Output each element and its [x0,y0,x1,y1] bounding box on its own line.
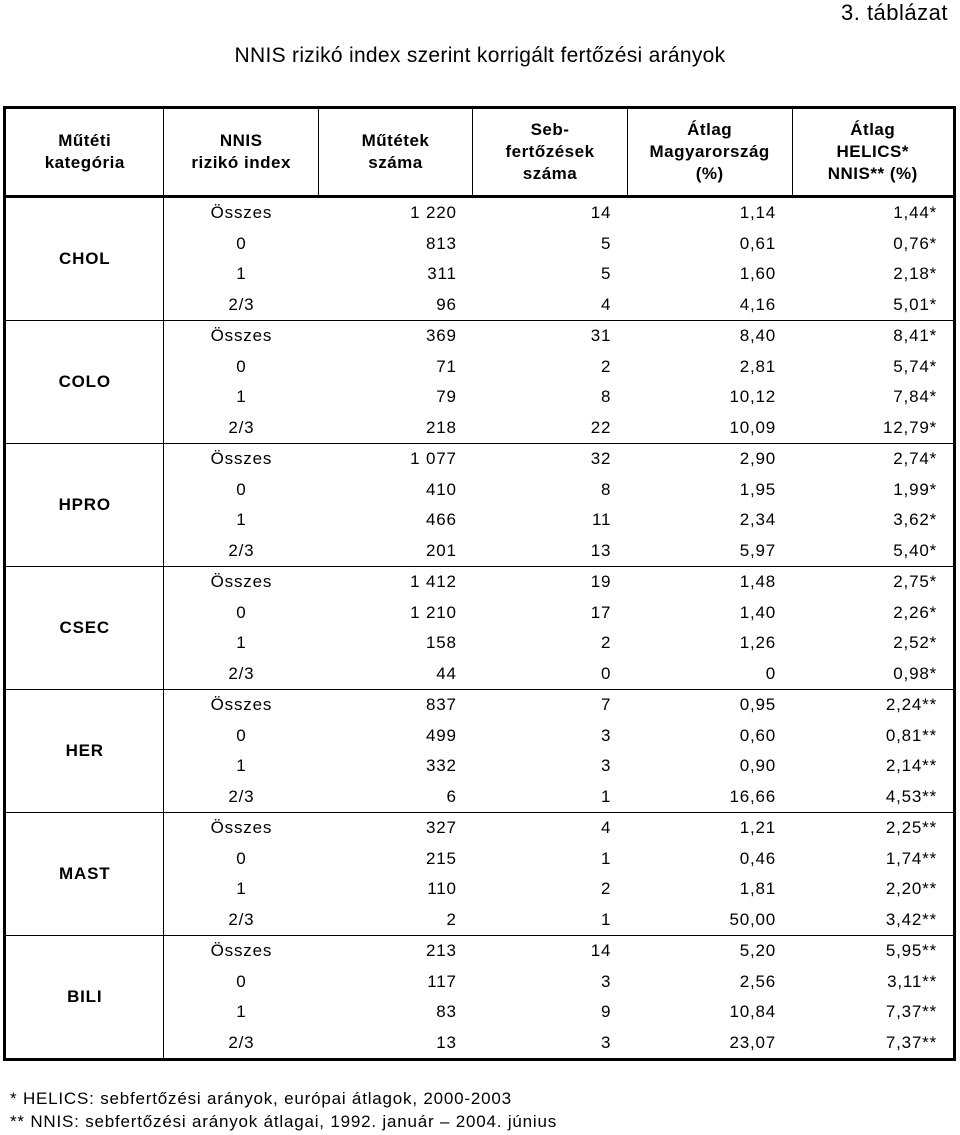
table-body [5,197,955,1060]
footnote-nnis: ** NNIS: sebfertőzési arányok átlagai, 1992. január – 2004. június [10,1112,558,1131]
value-cell: 9 [601,1002,612,1022]
value-cell: 19 [590,572,612,592]
value-cell: 466 [425,510,457,530]
risk-index-cell: Összes [210,203,273,223]
value-cell: 7,37** [885,1032,937,1052]
table-row [5,935,955,966]
value-cell: 6 [318,781,472,812]
value-cell: 2,34 [739,510,777,530]
value-cell: 5 [601,264,612,284]
header-cell: Átlag Magyarország (%) [627,108,792,197]
risk-index-cell: 0 [236,479,247,499]
value-cell: 5,95** [885,941,937,961]
category-cell: HPRO [5,443,164,566]
value-cell: 158 [425,633,457,653]
value-cell: 4,53** [792,781,954,812]
value-cell: 813 [425,233,457,253]
value-cell: 1,48 [739,572,777,592]
value-cell: 8,41* [893,326,937,346]
value-cell: 8 [601,387,612,407]
value-cell: 5,74* [893,356,937,376]
value-cell: 5,97 [627,535,792,566]
footnotes [10,1087,557,1133]
value-cell: 2 [601,879,612,899]
risk-index-cell: 1 [236,510,247,530]
risk-index-cell: 2/3 [164,658,318,689]
risk-index-cell: Összes [210,941,273,961]
table-row [5,443,955,474]
value-cell: 2,56 [739,971,777,991]
table-row [5,320,955,351]
value-cell: 410 [425,479,457,499]
value-cell: 4 [601,818,612,838]
value-cell: 0,76* [893,233,937,253]
value-cell: 31 [590,326,612,346]
risk-index-cell: 0 [236,971,247,991]
header-cell: Átlag HELICS* NNIS** (%) [792,108,954,197]
value-cell: 332 [425,756,457,776]
category-cell: CHOL [5,197,164,321]
value-cell: 2,18* [893,264,937,284]
value-cell: 311 [427,264,457,284]
value-cell: 16,66 [627,781,792,812]
value-cell: 2,26* [893,602,937,622]
value-cell: 215 [425,848,457,868]
infection-rate-table [3,106,956,1061]
value-cell: 10,84 [729,1002,777,1022]
value-cell: 5,40* [792,535,954,566]
header-row [5,108,955,197]
header-cell: Seb- fertőzések száma [473,108,628,197]
category-cell: HER [5,689,164,812]
risk-index-cell: Összes [210,449,273,469]
value-cell: 79 [436,387,457,407]
value-cell: 7 [601,695,612,715]
risk-index-cell: 0 [236,725,247,745]
value-cell: 1,99* [893,479,937,499]
risk-index-cell: 2/3 [164,412,318,443]
category-cell: COLO [5,320,164,443]
value-cell: 7,84* [893,387,937,407]
risk-index-cell: 1 [236,633,247,653]
table-title: NNIS rizikó index szerint korrigált fertőzési arányok [234,44,726,67]
value-cell: 499 [425,725,457,745]
value-cell: 3,62* [893,510,937,530]
value-cell: 3 [601,756,612,776]
value-cell: 0 [473,658,628,689]
value-cell: 7,37** [885,1002,937,1022]
value-cell: 369 [425,326,457,346]
value-cell: 13 [436,1032,457,1052]
footnote-helics: * HELICS: sebfertőzési arányok, európai átlagok, 2000-2003 [10,1089,512,1108]
value-cell: 1,21 [739,818,777,838]
value-cell: 32 [590,449,612,469]
value-cell: 5,20 [739,941,777,961]
risk-index-cell: 2/3 [164,781,318,812]
risk-index-cell: 1 [236,879,247,899]
value-cell: 1,81 [739,879,777,899]
value-cell: 213 [425,941,457,961]
value-cell: 2,24** [885,695,937,715]
header-cell: Műtéti kategória [5,108,164,197]
value-cell: 0,81** [885,725,937,745]
value-cell: 2,74* [893,449,937,469]
value-cell: 96 [318,289,472,320]
risk-index-cell: 2/3 [164,535,318,566]
value-cell: 22 [473,412,628,443]
risk-index-cell: 0 [236,356,247,376]
value-cell: 0,95 [739,695,777,715]
value-cell: 3,11** [887,971,937,991]
category-cell: BILI [5,935,164,1059]
value-cell: 2,75* [893,572,937,592]
value-cell: 1 210 [410,602,457,622]
value-cell: 1,74** [885,848,937,868]
risk-index-cell: 2/3 [164,289,318,320]
value-cell: 13 [473,535,628,566]
table-row [5,812,955,843]
risk-index-cell: 1 [236,387,247,407]
value-cell: 0,98* [792,658,954,689]
value-cell: 44 [318,658,472,689]
value-cell: 0,46 [739,848,777,868]
risk-index-cell: Összes [210,695,273,715]
value-cell: 218 [318,412,472,443]
risk-index-cell: 0 [236,848,247,868]
value-cell: 0,60 [739,725,777,745]
value-cell: 1 220 [410,203,457,223]
value-cell: 117 [427,971,457,991]
risk-index-cell: 1 [236,1002,247,1022]
category-cell: MAST [5,812,164,935]
value-cell: 1,14 [739,203,777,223]
value-cell: 2,25** [885,818,937,838]
value-cell: 1 077 [410,449,457,469]
value-cell: 3 [601,971,612,991]
risk-index-cell: 0 [236,233,247,253]
table-row [5,566,955,597]
value-cell: 2 [318,904,472,935]
value-cell: 3 [601,1032,612,1052]
value-cell: 1 [473,904,628,935]
value-cell: 83 [436,1002,457,1022]
value-cell: 0 [627,658,792,689]
value-cell: 837 [425,695,457,715]
value-cell: 17 [590,602,612,622]
risk-index-cell: Összes [210,818,273,838]
value-cell: 2,14** [885,756,937,776]
risk-index-cell: 2/3 [164,904,318,935]
value-cell: 2 [601,633,612,653]
value-cell: 0,61 [739,233,777,253]
value-cell: 2,81 [739,356,777,376]
value-cell: 5,01* [792,289,954,320]
table-number-label: 3. táblázat [840,0,948,25]
value-cell: 1 [601,848,612,868]
value-cell: 3 [601,725,612,745]
value-cell: 4,16 [627,289,792,320]
value-cell: 50,00 [627,904,792,935]
table-row [5,689,955,720]
value-cell: 1,95 [739,479,777,499]
value-cell: 23,07 [729,1032,777,1052]
value-cell: 2,20** [885,879,937,899]
value-cell: 1 [473,781,628,812]
value-cell: 3,42** [792,904,954,935]
risk-index-cell: 2/3 [228,1032,255,1052]
value-cell: 14 [590,941,612,961]
value-cell: 2,90 [739,449,777,469]
risk-index-cell: 0 [236,602,247,622]
value-cell: 10,09 [627,412,792,443]
header-cell: Műtétek száma [318,108,472,197]
value-cell: 8,40 [739,326,777,346]
value-cell: 2,52* [893,633,937,653]
header-cell: NNIS rizikó index [164,108,318,197]
value-cell: 201 [318,535,472,566]
value-cell: 14 [590,203,612,223]
risk-index-cell: Összes [210,572,273,592]
value-cell: 11 [592,510,612,530]
category-cell: CSEC [5,566,164,689]
value-cell: 4 [473,289,628,320]
value-cell: 1,40 [739,602,777,622]
risk-index-cell: 1 [236,756,247,776]
value-cell: 5 [601,233,612,253]
value-cell: 1,44* [893,203,937,223]
value-cell: 1,60 [739,264,777,284]
value-cell: 71 [436,356,457,376]
value-cell: 0,90 [739,756,777,776]
risk-index-cell: Összes [210,326,273,346]
value-cell: 1 412 [410,572,457,592]
value-cell: 327 [425,818,457,838]
risk-index-cell: 1 [236,264,247,284]
value-cell: 2 [601,356,612,376]
value-cell: 1,26 [739,633,777,653]
value-cell: 12,79* [792,412,954,443]
value-cell: 8 [601,479,612,499]
table-row [5,197,955,229]
value-cell: 10,12 [729,387,777,407]
value-cell: 110 [427,879,457,899]
